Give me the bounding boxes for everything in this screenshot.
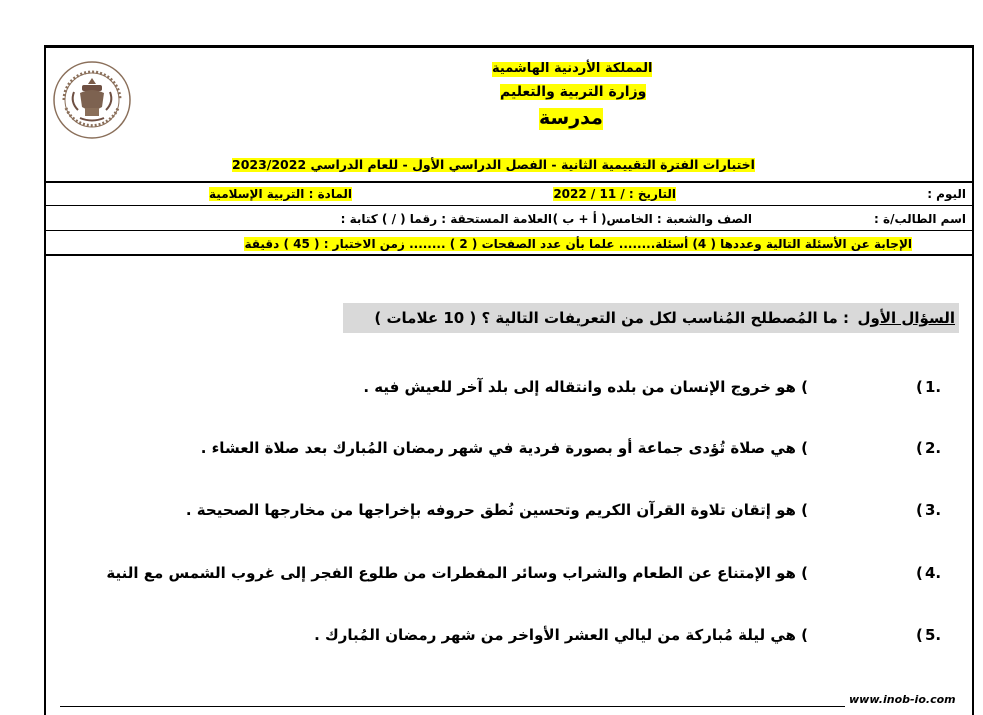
info-table: [46, 181, 972, 251]
marks-field: العلامة المستحقة : رقما ( / ) كتابة :: [340, 212, 552, 226]
footer-rule: [60, 706, 845, 707]
answer-blank-open: (: [916, 626, 923, 644]
ministry-seal-icon: [52, 60, 132, 140]
ministry-name: وزارة التربية والتعليم: [500, 84, 647, 100]
student-name-label: اسم الطالب/ة :: [874, 212, 966, 226]
item-number: 2.: [925, 439, 942, 457]
item-number: 5.: [925, 626, 942, 644]
item-number: 3.: [925, 501, 942, 519]
class-field: الصف والشعبة : الخامس( أ + ب ): [552, 212, 752, 226]
item-number: 4.: [925, 564, 942, 582]
info-row-date: [46, 183, 972, 206]
instructions: الإجابة عن الأسئلة التالية وعددها ( 4) أسئلة........ علما بأن عدد الصفحات ( 2 ) ........ زمن الاختبار : ( 45 ) دقيقة: [244, 237, 912, 251]
footer-url: www.inob-io.com: [849, 693, 956, 706]
kingdom-name: المملكة الأردنية الهاشمية: [492, 61, 653, 76]
exam-title: اختبارات الفترة التقييمية الثانية - الفصل الدراسي الأول - للعام الدراسي 2023/2022: [232, 157, 755, 172]
question-text: : ما المُصطلح المُناسب لكل من التعريفات التالية ؟ ( 10 علامات ): [374, 309, 849, 327]
item-number: 1.: [925, 378, 942, 396]
answer-blank-open: (: [916, 501, 923, 519]
day-label: اليوم :: [927, 187, 966, 201]
date-field: التاريخ : / 11 / 2022: [553, 187, 676, 201]
answer-blank-open: (: [916, 439, 923, 457]
item-definition: ) هي ليلة مُباركة من ليالي العشر الأواخر من شهر رمضان المُبارك .: [314, 626, 808, 644]
subject-field: المادة : التربية الإسلامية: [209, 187, 352, 201]
question-title: [343, 303, 959, 333]
answer-blank-open: (: [916, 564, 923, 582]
school-name: مدرسة: [539, 107, 603, 129]
item-definition: ) هو إتقان تلاوة القرآن الكريم وتحسين نُطق حروفه بإخراجها من مخارجها الصحيحة .: [185, 501, 808, 519]
answer-blank-open: (: [916, 378, 923, 396]
item-definition: ) هو الإمتناع عن الطعام والشراب وسائر المفطرات من طلوع الفجر إلى غروب الشمس مع النية: [106, 564, 808, 582]
question-label: السؤال الأول: [857, 309, 955, 327]
item-definition: ) هي صلاة تُؤدى جماعة أو بصورة فردية في شهر رمضان المُبارك بعد صلاة العشاء .: [200, 439, 808, 457]
info-row-instructions: [46, 233, 972, 256]
info-row-student: [46, 208, 972, 231]
item-definition: ) هو خروج الإنسان من بلده وانتقاله إلى بلد آخر للعيش فيه .: [363, 378, 808, 396]
